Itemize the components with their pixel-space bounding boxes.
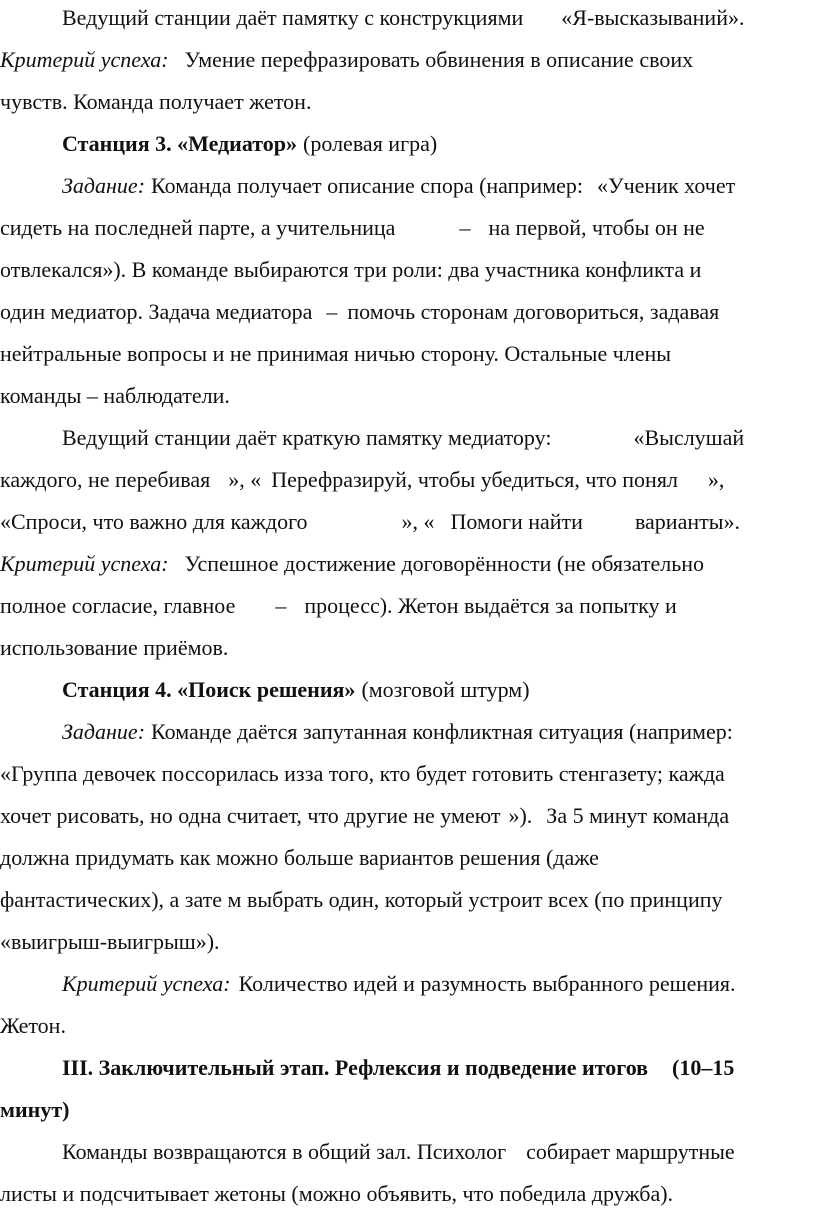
paragraph-line-21 [0, 844, 816, 872]
text-segment: », [707, 467, 725, 492]
paragraph-line-13 [0, 508, 816, 536]
text-segment: «Ученик хочет [597, 173, 736, 198]
criterion-label: Критерий успеха: [0, 47, 169, 72]
paragraph-line-2 [0, 46, 816, 74]
section-iii-heading [0, 1054, 816, 1082]
paragraph-line-19 [0, 760, 816, 788]
text-segment: Помоги найти [450, 509, 583, 534]
paragraph-line-23 [0, 928, 816, 956]
text-segment: «выигрыш-выигрыш»). [0, 929, 220, 954]
text-segment: «Группа девочек поссорилась изза того, кто будет готовить стенгазету; кажда [0, 761, 725, 786]
paragraph-line-14 [0, 550, 816, 578]
station-3-heading [0, 130, 816, 158]
dash: – [326, 299, 338, 324]
text-segment: полное согласие, главное [0, 593, 236, 618]
paragraph-line-25 [0, 1012, 816, 1040]
paragraph-line-6 [0, 214, 816, 242]
text-segment: один медиатор. Задача медиатора [0, 299, 313, 324]
paragraph-line-11 [0, 424, 816, 452]
text-segment: собирает маршрутные [526, 1139, 735, 1164]
station-4-heading [0, 676, 816, 704]
text-segment: Команде даётся запутанная конфликтная ситуация (например: [151, 719, 733, 744]
text-segment: использование приёмов. [0, 635, 229, 660]
criterion-label: Критерий успеха: [0, 551, 169, 576]
text-segment: Ведущий станции даёт памятку с конструкциями [62, 5, 524, 30]
text-segment: «Я-высказываний». [561, 5, 745, 30]
text-segment: Успешное достижение договорённости (не обязательно [184, 551, 705, 576]
paragraph-line-22 [0, 886, 816, 914]
task-label: Задание: [62, 719, 146, 744]
text-segment: Ведущий станции даёт краткую памятку медиатору: [62, 425, 552, 450]
text-segment: Команда получает описание спора (например: [151, 173, 584, 198]
paragraph-line-9 [0, 340, 816, 368]
text-segment: », « [401, 509, 435, 534]
station-type-note: (мозговой штурм) [361, 677, 530, 702]
section-duration: (10–15 [672, 1055, 735, 1080]
text-segment: чувств. Команда получает жетон. [0, 89, 312, 114]
text-segment: варианты». [634, 509, 741, 534]
paragraph-line-18 [0, 718, 816, 746]
text-segment: Умение перефразировать обвинения в описание своих [184, 47, 694, 72]
text-segment: », « [228, 467, 262, 492]
text-segment: помочь сторонам договориться, задавая [347, 299, 720, 324]
paragraph-line-12 [0, 466, 816, 494]
text-segment: «Спроси, что важно для каждого [0, 509, 308, 534]
paragraph-line-20 [0, 802, 816, 830]
text-segment: фантастических), а зате м выбрать один, который устроит всех (по принципу [0, 887, 723, 912]
text-segment: листы и подсчитывает жетоны (можно объявить, что победила дружба). [0, 1181, 674, 1206]
paragraph-line-16 [0, 634, 816, 662]
paragraph-line-7 [0, 256, 816, 284]
task-label: Задание: [62, 173, 146, 198]
text-segment: Количество идей и разумность выбранного решения. [238, 971, 736, 996]
station-type-note: (ролевая игра) [303, 131, 438, 156]
text-segment: команды – наблюдатели. [0, 383, 230, 408]
paragraph-line-15 [0, 592, 816, 620]
text-segment: Перефразируй, чтобы убедиться, что понял [271, 467, 678, 492]
dash: – [275, 593, 287, 618]
section-iii-heading-cont [0, 1096, 816, 1124]
dash: – [459, 215, 471, 240]
text-segment: хочет рисовать, но одна считает, что другие не умеют [0, 803, 501, 828]
paragraph-line-5 [0, 172, 816, 200]
text-segment: Жетон. [0, 1013, 66, 1038]
station-title: Станция 4. «Поиск решения» [62, 677, 356, 702]
paragraph-line-1 [0, 4, 816, 32]
text-segment: каждого, не перебивая [0, 467, 211, 492]
text-segment: «Выслушай [633, 425, 745, 450]
text-segment: нейтральные вопросы и не принимая ничью сторону. Остальные члены [0, 341, 672, 366]
paragraph-line-10 [0, 382, 816, 410]
station-title: Станция 3. «Медиатор» [62, 131, 298, 156]
paragraph-line-28 [0, 1138, 816, 1166]
section-title: III. Заключительный этап. Рефлексия и подведение итогов [62, 1055, 649, 1080]
text-segment: должна придумать как можно больше вариантов решения (даже [0, 845, 599, 870]
text-segment: сидеть на последней парте, а учительница [0, 215, 396, 240]
text-segment: За 5 минут команда [546, 803, 730, 828]
text-segment: отвлекался»). В команде выбираются три роли: два участника конфликта и [0, 257, 702, 282]
paragraph-line-3 [0, 88, 816, 116]
text-segment: процесс). Жетон выдаётся за попытку и [304, 593, 677, 618]
paragraph-line-24 [0, 970, 816, 998]
paragraph-line-8 [0, 298, 816, 326]
text-segment: »). [508, 803, 533, 828]
text-segment: Команды возвращаются в общий зал. Психолог [62, 1139, 507, 1164]
paragraph-line-29 [0, 1180, 816, 1208]
section-duration-cont: минут) [0, 1097, 70, 1122]
criterion-label: Критерий успеха: [62, 971, 231, 996]
text-segment: на первой, чтобы он не [488, 215, 705, 240]
